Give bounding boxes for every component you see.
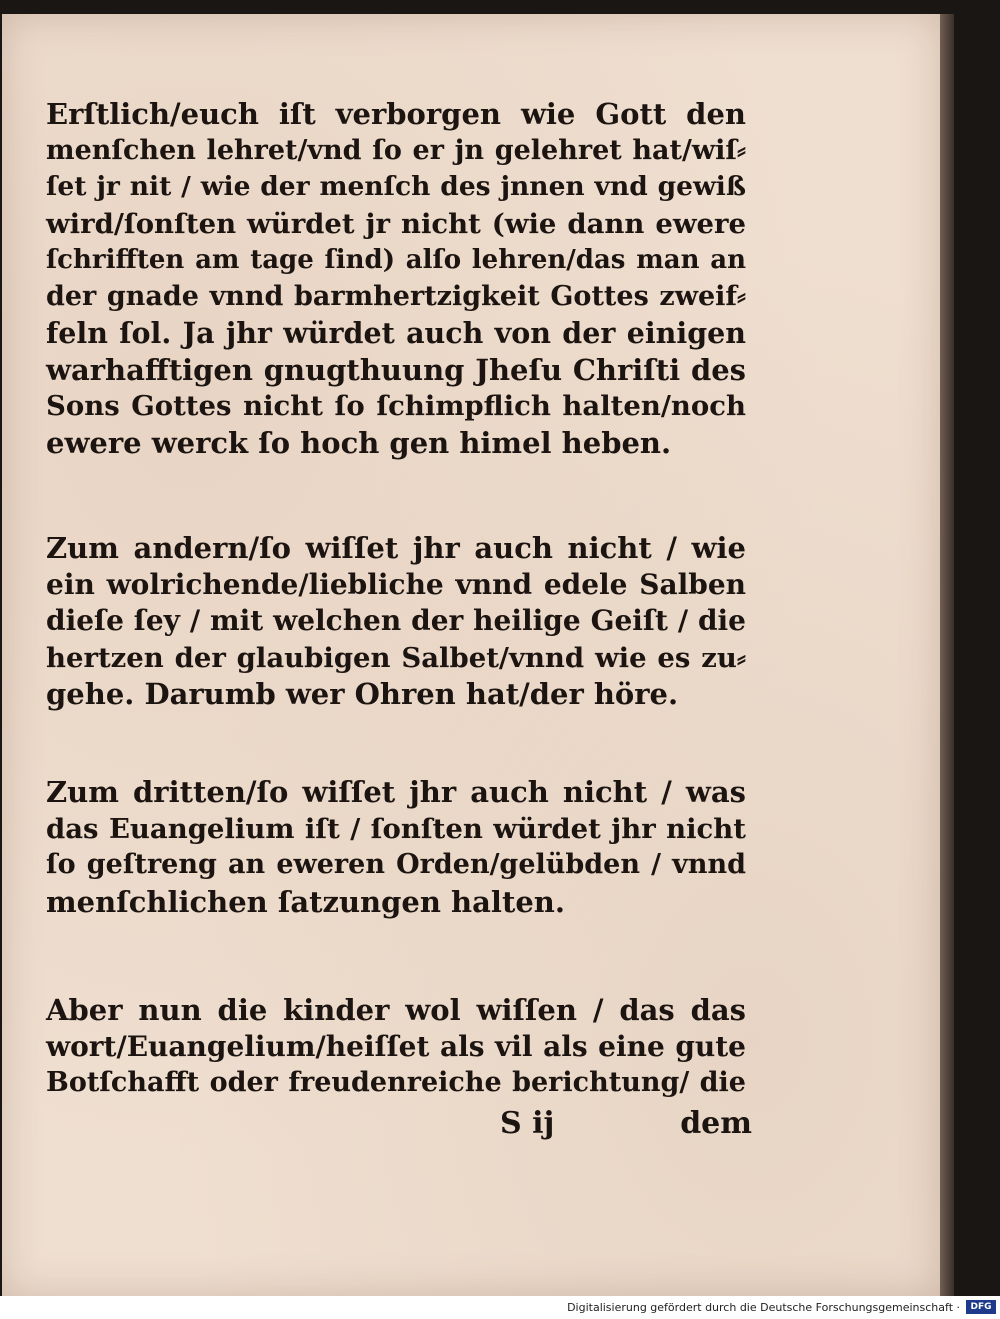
paragraph-4 [46, 992, 746, 1102]
text-line: menſchlichen ſatzungen halten. [46, 884, 565, 919]
text-line: Erſtlich/euch iſt verborgen wie Gott den [46, 97, 746, 131]
text-line: Zum dritten/ſo wiſſet jhr auch nicht / was [46, 775, 746, 809]
paragraph-3 [46, 774, 746, 920]
text-line: Aber nun die kinder wol wiſſen / das das [46, 993, 746, 1027]
text-line: menſchen lehret/vnd ſo er jn gelehret hat/wiſ⸗ [46, 134, 746, 166]
text-line: der gnade vnnd barmhertzigkeit Gottes zweif⸗ [46, 280, 746, 312]
text-line: ſchrifften am tage ſind) alſo lehren/das man an [46, 245, 746, 275]
text-line: dieſe ſey / mit welchen der heilige Geiſt / die [46, 604, 746, 637]
funding-credit: Digitalisierung gefördert durch die Deutsche Forschungsgemeinschaft · [567, 1301, 960, 1314]
text-line: wird/ſonſten würdet jr nicht (wie dann ewere [46, 207, 746, 240]
text-line: warhafftigen gnugthuung Jheſu Chriſti des [46, 352, 746, 387]
text-line: feln ſol. Ja jhr würdet auch von der einigen [46, 316, 746, 350]
text-line: Botſchafft oder freudenreiche berichtung/ die [46, 1067, 746, 1098]
text-line: ein wolrichende/liebliche vnnd edele Salben [46, 567, 746, 601]
text-line: ſet jr nit / wie der menſch des jnnen vnd gewiß [46, 171, 746, 202]
digitization-footer [0, 1296, 1000, 1319]
paragraph-2 [46, 530, 746, 713]
paragraph-1 [46, 96, 746, 461]
text-line: wort/Euangelium/heiſſet als vil als eine gute [46, 1029, 746, 1063]
text-line: ſo geſtreng an eweren Orden/gelübden / vnnd [46, 849, 746, 880]
text-line: ewere werck ſo hoch gen himel heben. [46, 425, 672, 460]
text-line: gehe. Darumb wer Ohren hat/der höre. [46, 677, 679, 711]
text-line: Zum andern/ſo wiſſet jhr auch nicht / wie [46, 531, 746, 565]
page-edge [940, 14, 954, 1296]
dfg-logo: DFG [966, 1300, 996, 1314]
text-line: das Euangelium iſt / ſonſten würdet jhr nicht [46, 812, 746, 845]
text-line: hertzen der glaubigen Salbet/vnnd wie es zu⸗ [46, 641, 746, 674]
signature-mark: S ij [500, 1106, 555, 1141]
text-line: Sons Gottes nicht ſo ſchimpflich halten/noch [46, 390, 746, 422]
catchword: dem [680, 1106, 752, 1141]
